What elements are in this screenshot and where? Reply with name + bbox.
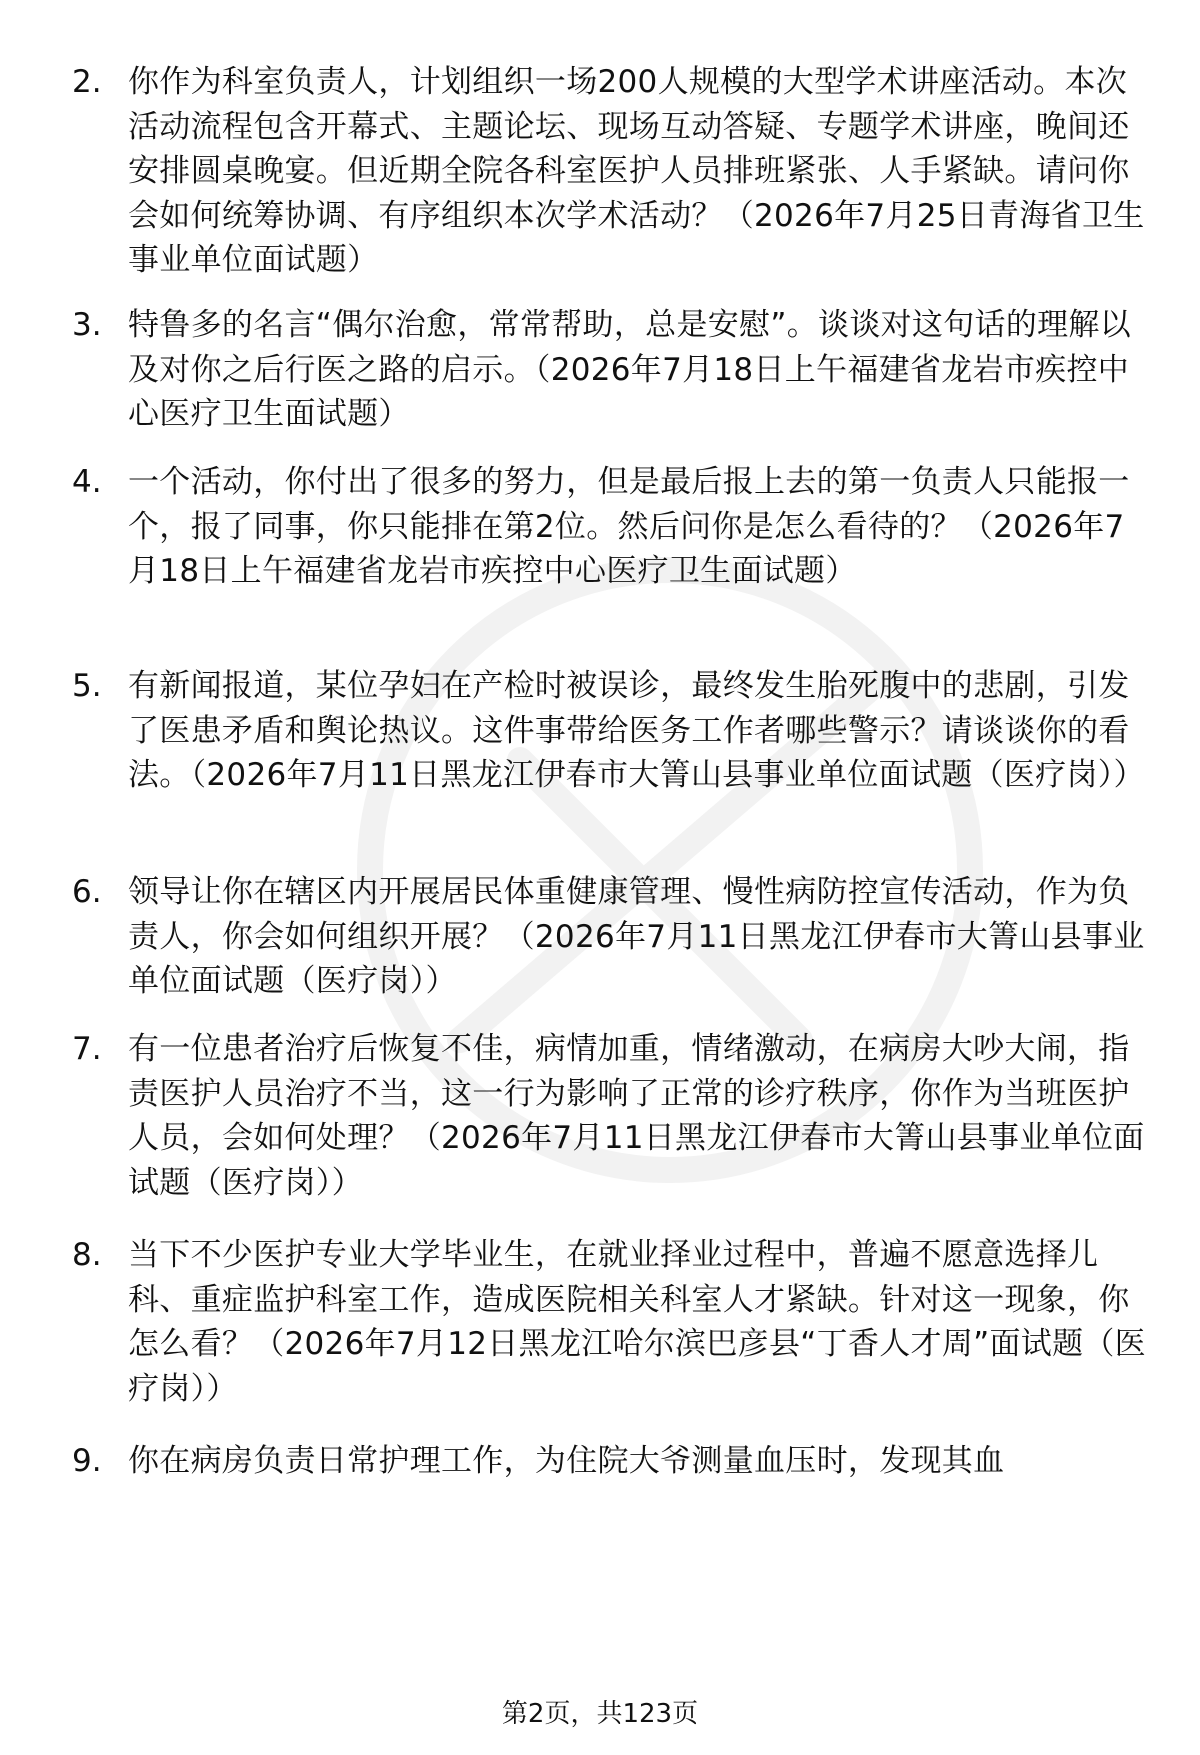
question-text: 有新闻报道，某位孕妇在产检时被误诊，最终发生胎死腹中的悲剧，引发了医患矛盾和舆论热议。这件事带给医务工作者哪些警示？请谈谈你的看法。（2026年7月11日黑龙江伊春市大箐山县事业单位面试题（医疗岗）） <box>128 668 1145 793</box>
page-number-footer: 第2页，共123页 <box>501 1699 699 1729</box>
question-number: 4. <box>72 464 102 500</box>
question-text: 当下不少医护专业大学毕业生，在就业择业过程中，普遍不愿意选择儿科、重症监护科室工作，造成医院相关科室人才紧缺。针对这一现象，你怎么看？（2026年7月12日黑龙江哈尔滨巴彦县“丁香人才周”面试题（医疗岗）） <box>128 1237 1146 1407</box>
question-number: 3. <box>72 307 102 343</box>
question-text: 你在病房负责日常护理工作，为住院大爷测量血压时，发现其血 <box>128 1443 1005 1479</box>
question-number: 5. <box>72 668 102 704</box>
question-number: 2. <box>72 64 102 100</box>
question-text: 有一位患者治疗后恢复不佳，病情加重，情绪激动，在病房大吵大闹，指责医护人员治疗不当，这一行为影响了正常的诊疗秩序，你作为当班医护人员，会如何处理？（2026年7月11日黑龙江伊春市大箐山县事业单位面试题（医疗岗）） <box>128 1031 1145 1201</box>
question-text: 你作为科室负责人，计划组织一场200人规模的大型学术讲座活动。本次活动流程包含开幕式、主题论坛、现场互动答疑、专题学术讲座，晚间还安排圆桌晚宴。但近期全院各科室医护人员排班紧张、人手紧缺。请问你会如何统筹协调、有序组织本次学术活动？（2026年7月25日青海省卫生事业单位面试题） <box>128 64 1145 278</box>
question-text: 特鲁多的名言“偶尔治愈，常常帮助，总是安慰”。谈谈对这句话的理解以及对你之后行医之路的启示。（2026年7月18日上午福建省龙岩市疾控中心医疗卫生面试题） <box>128 307 1132 432</box>
question-number: 9. <box>72 1443 102 1479</box>
question-number: 8. <box>72 1237 102 1273</box>
question-text: 领导让你在辖区内开展居民体重健康管理、慢性病防控宣传活动，作为负责人，你会如何组织开展？（2026年7月11日黑龙江伊春市大箐山县事业单位面试题（医疗岗）） <box>128 874 1145 999</box>
question-number: 6. <box>72 874 102 910</box>
question-text: 一个活动，你付出了很多的努力，但是最后报上去的第一负责人只能报一个，报了同事，你只能排在第2位。然后问你是怎么看待的？（2026年7月18日上午福建省龙岩市疾控中心医疗卫生面试题） <box>128 464 1130 589</box>
question-number: 7. <box>72 1031 102 1067</box>
